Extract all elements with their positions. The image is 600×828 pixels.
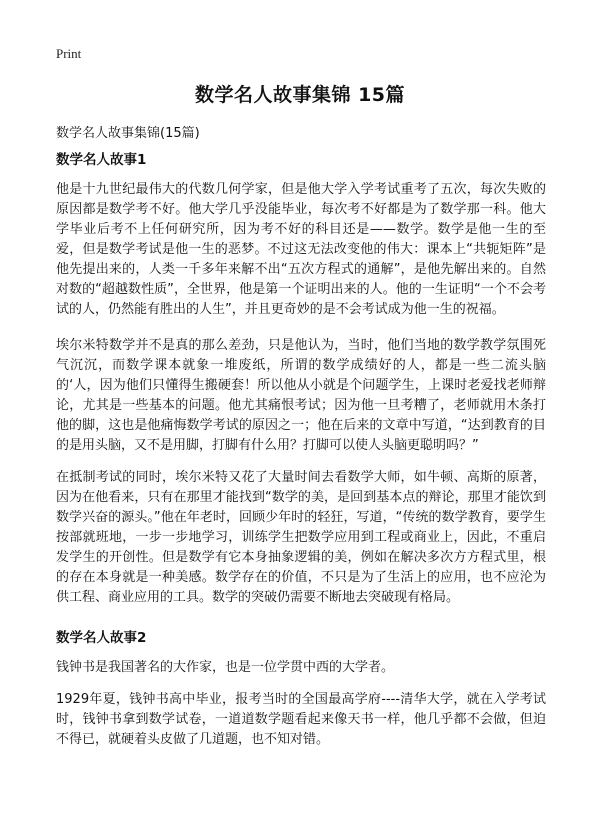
section-story-1-paragraph-1 [56, 180, 546, 320]
print-label[interactable]: Print [56, 46, 82, 61]
section-story-2-paragraph-2 [56, 690, 546, 750]
paragraph: 他是十九世纪最伟大的代数几何学家，但是他大学入学考试重考了五次，每次失败的原因都是数学考不好。他大学几乎没能毕业，每次考不好都是为了数学那一科。他大学毕业后考不上任何研究所，因为考不好的科目还是——数学。数学是他一生的至爱，但是数学考试是他一生的恶梦。不过这无法改变他的伟大：课本上“共轭矩阵”是他先提出来的，人类一千多年来解不出“五次方程式的通解”，是他先解出来的。自然对数的“超越数性质”，全世界，他是第一个证明出来的人。他的一生证明“一个不会考试的人，仍然能有胜出的人生”，并且更奇妙的是不会考试成为他一生的祝福。 [56, 182, 546, 317]
paragraph: 1929年夏，钱钟书高中毕业，报考当时的全国最高学府----清华大学，就在入学考试时，钱钟书拿到数学试卷，一道道数学题看起来像天书一样，他几乎都不会做，但迫不得已，就硬着头皮做了几道题，也不知对错。 [56, 692, 546, 747]
section-heading: 数学名人故事1 [56, 152, 147, 168]
section-story-2 [56, 628, 546, 648]
section-story-1-paragraph-2 [56, 336, 546, 456]
document-subtitle: 数学名人故事集锦(15篇) [56, 126, 200, 141]
document-title: 数学名人故事集锦 15篇 [194, 84, 406, 106]
paragraph: 钱钟书是我国著名的大作家，也是一位学贯中西的大学者。 [56, 660, 395, 675]
paragraph: 埃尔米特数学并不是真的那么差劲，只是他认为，当时，他们当地的数学教学氛围死气沉沉，而数学课本就象一堆废纸，所谓的数学成绩好的人，都是一些二流头脑的‘人，因为他们只懂得生搬硬套！所以他从小就是个问题学生，上课时老爱找老师辩论，尤其是一些基本的问题。他尤其痛恨考试；因为他一旦考糟了，老师就用木条打他的脚，这也是他痛悔数学考试的原因之一；他在后来的文章中写道，“达到教育的目的是用头脑，又不是用脚，打脚有什么用？打脚可以使人头脑更聪明吗？” [56, 338, 546, 453]
section-story-2-paragraph-1 [56, 658, 546, 678]
section-story-1-paragraph-3 [56, 468, 546, 608]
section-story-1 [56, 150, 546, 170]
paragraph: 在抵制考试的同时，埃尔米特又花了大量时间去看数学大师，如牛顿、高斯的原著，因为在他看来，只有在那里才能找到“数学的美，是回到基本点的辩论，那里才能饮到数学兴奋的源头。”他在年老时，回顾少年时的轻狂，写道，“传统的数学教育，要学生按部就班地，一步一步地学习，训练学生把数学应用到工程或商业上，因此，不重启发学生的开创性。但是数学有它本身抽象逻辑的美，例如在解决多次方方程式里，根的存在本身就是一种美感。数学存在的价值，不只是为了生活上的应用，也不应沦为供工程、商业应用的工具。数学的突破仍需要不断地去突破现有格局。 [56, 470, 546, 605]
section-heading: 数学名人故事2 [56, 630, 147, 646]
